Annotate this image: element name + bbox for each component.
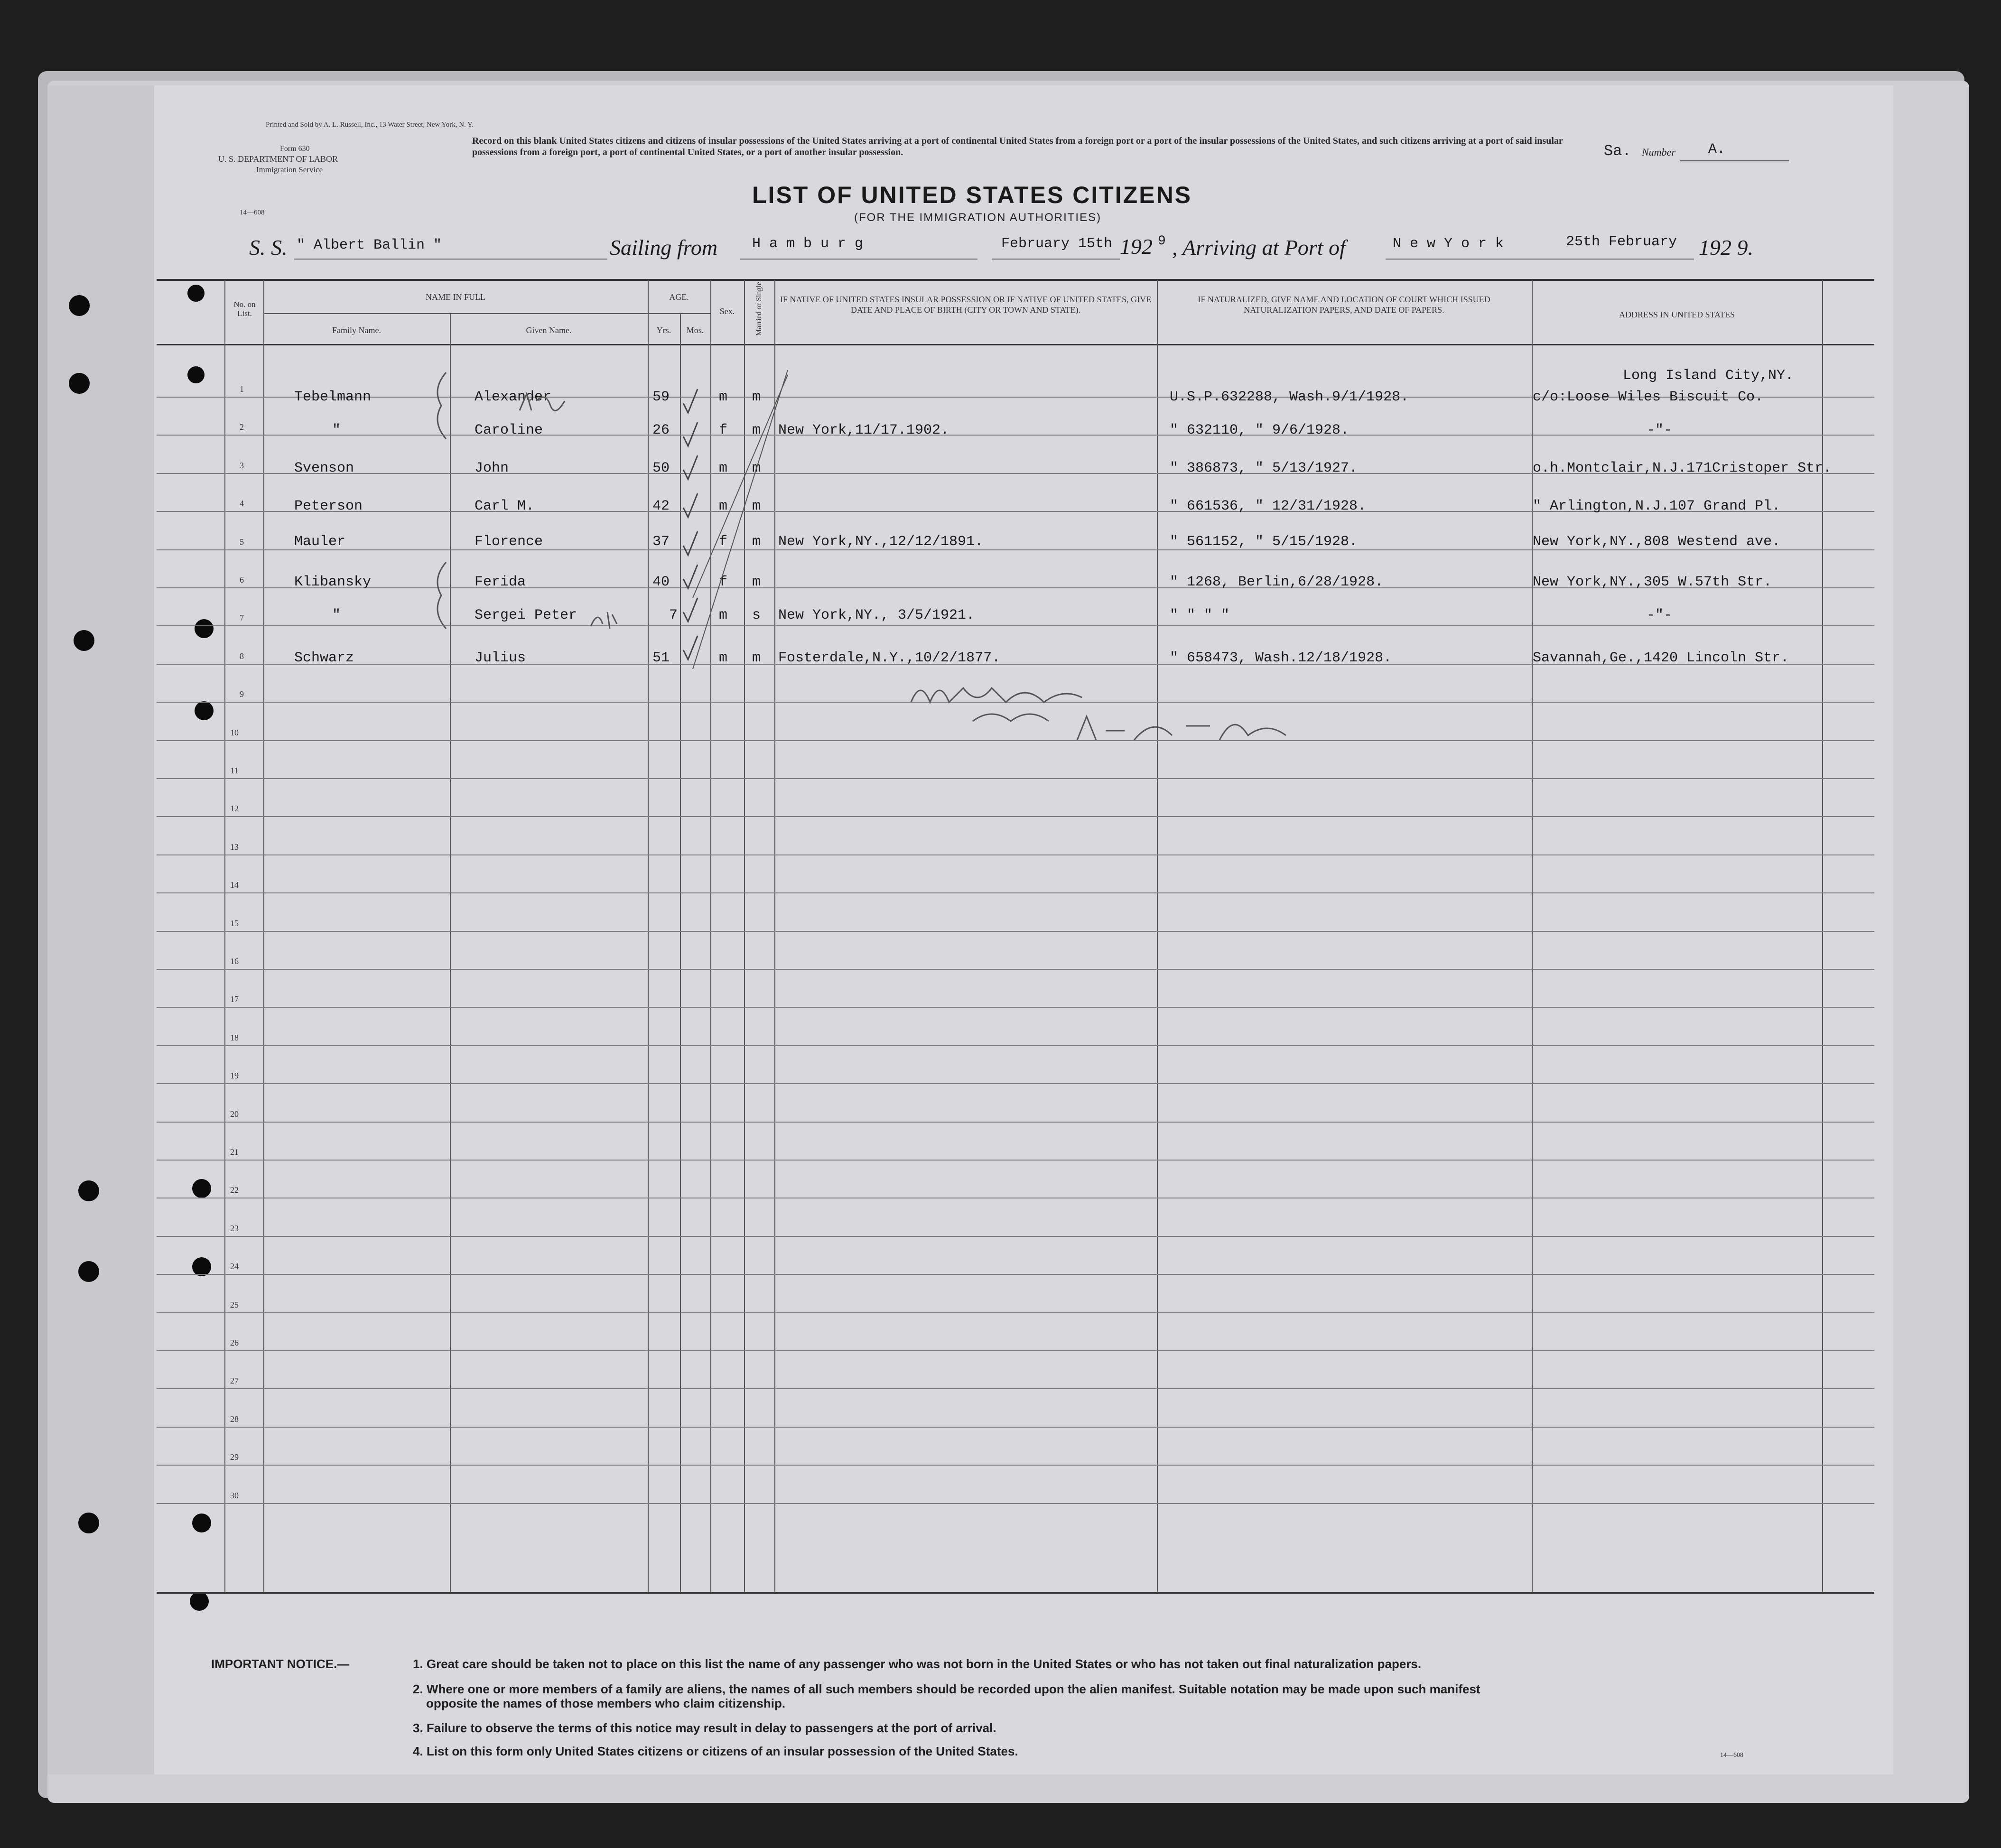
column-divider (450, 313, 451, 1592)
arriving-label: , Arriving at Port of (1172, 235, 1346, 260)
family-name-cell: Peterson (294, 498, 363, 514)
inspector-signature (906, 674, 1295, 754)
header-married-single: Married or Single. (755, 280, 763, 336)
marital-status-cell: m (752, 574, 761, 590)
header-birth: IF NATIVE OF UNITED STATES INSULAR POSSESSION OR IF NATIVE OF UNITED STATES, GIVE DATE AND PLACE OF BIRTH (CITY OR TOWN AND STATE). (780, 295, 1152, 315)
binding-hole (190, 1592, 209, 1611)
marital-status-cell: m (752, 650, 761, 666)
age-header-divider (648, 313, 710, 314)
age-years-cell: 40 (652, 574, 670, 590)
marital-status-cell: m (752, 498, 761, 514)
row-rule (157, 1274, 1874, 1275)
row-rule (157, 892, 1874, 893)
marital-status-cell: m (752, 389, 761, 405)
sex-cell: m (719, 650, 728, 666)
family-name-cell: Mauler (294, 534, 346, 550)
family-bracket-1 (427, 370, 456, 441)
footer-form-code: 14—608 (1720, 1752, 1743, 1759)
family-name-cell: Klibansky (294, 574, 372, 590)
ship-underline (294, 259, 607, 260)
age-years-cell: 26 (652, 422, 670, 438)
line-number: 29 (230, 1452, 239, 1462)
line-number: 24 (230, 1262, 239, 1271)
service-label: Immigration Service (256, 165, 323, 174)
form-code: 14—608 (240, 209, 265, 216)
line-number: 23 (230, 1224, 239, 1233)
sex-cell: f (719, 422, 728, 438)
binding-hole (69, 373, 90, 394)
row-rule (157, 1388, 1874, 1389)
binding-hole (187, 285, 205, 302)
line-number: 21 (230, 1147, 239, 1157)
birthplace-cell: New York,NY., 3/5/1921. (778, 607, 975, 623)
column-divider (1532, 280, 1533, 1592)
line-number: 1 (240, 384, 244, 394)
line-number: 16 (230, 957, 239, 966)
notice-item: 4. List on this form only United States citizens or citizens of an insular possession of the United States. (413, 1744, 1018, 1758)
header-address: ADDRESS IN UNITED STATES (1619, 310, 1735, 319)
line-number: 9 (240, 689, 244, 699)
check-marks (679, 370, 792, 674)
number-underline (1680, 160, 1789, 161)
arrival-date: 25th February (1566, 234, 1677, 250)
family-name-cell: Schwarz (294, 650, 354, 666)
age-years-cell: 42 (652, 498, 670, 514)
date-underline (992, 259, 1120, 260)
manifest-sheet (47, 85, 1893, 1774)
number-value: A. (1708, 141, 1726, 158)
naturalization-cell: " 561152, " 5/15/1928. (1170, 534, 1358, 550)
family-bracket-2 (427, 560, 456, 631)
row-rule (157, 931, 1874, 932)
line-number: 17 (230, 994, 239, 1004)
row-rule (157, 778, 1874, 779)
row-rule (157, 1045, 1874, 1046)
family-name-cell: Svenson (294, 460, 354, 476)
marital-status-cell: m (752, 422, 761, 438)
department-label: U. S. DEPARTMENT OF LABOR (218, 154, 338, 164)
notice-item: 1. Great care should be taken not to place on this list the name of any passenger who was not born in the United States or who has not taken out final naturalization papers. (413, 1657, 1422, 1671)
line-number: 26 (230, 1338, 239, 1347)
column-divider (648, 280, 649, 1592)
line-number: 25 (230, 1300, 239, 1309)
line-number: 20 (230, 1109, 239, 1119)
row-rule (157, 1083, 1874, 1084)
address-cell-line1: Long Island City,NY. (1623, 368, 1794, 384)
line-number: 7 (240, 613, 244, 622)
row-rule (157, 435, 1874, 436)
address-cell: New York,NY.,808 Westend ave. (1533, 534, 1781, 550)
page-title: LIST OF UNITED STATES CITIZENS (752, 182, 1192, 208)
arrival-year: 192 9. (1699, 235, 1753, 260)
header-mos: Mos. (686, 325, 704, 335)
ss-label: S. S. (249, 235, 288, 260)
sex-cell: m (719, 389, 728, 405)
departure-port: H a m b u r g (752, 236, 864, 252)
line-number: 13 (230, 842, 239, 852)
row-rule (157, 1350, 1874, 1351)
line-number: 3 (240, 461, 244, 470)
table-header-border (157, 344, 1874, 345)
binding-hole (195, 619, 214, 638)
line-number: 22 (230, 1185, 239, 1195)
given-name-cell: Ferida (475, 574, 526, 590)
row-rule (157, 1312, 1874, 1313)
row-rule (157, 1427, 1874, 1428)
binding-hole (74, 630, 94, 651)
address-cell: -"- (1647, 607, 1673, 623)
row-rule (157, 854, 1874, 855)
line-number: 12 (230, 804, 239, 813)
sex-cell: m (719, 498, 728, 514)
form-number: Form 630 (280, 145, 310, 153)
line-number: 10 (230, 728, 239, 737)
row-rule (157, 1007, 1874, 1008)
column-divider (224, 280, 225, 1592)
given-name-cell: Sergei Peter (475, 607, 577, 623)
sailing-date: February 15th (1001, 236, 1113, 252)
given-name-cell: Alexander (475, 389, 552, 405)
binding-hole (78, 1513, 99, 1533)
naturalization-cell: " 1268, Berlin,6/28/1928. (1170, 574, 1384, 590)
header-family-name: Family Name. (332, 325, 381, 335)
age-years-cell: 7 (669, 607, 678, 623)
line-number: 6 (240, 575, 244, 585)
line-number: 15 (230, 919, 239, 928)
address-cell: -"- (1647, 422, 1673, 438)
naturalization-cell: " " " " (1170, 607, 1230, 623)
ship-name: " Albert Ballin " (297, 237, 442, 253)
page-subtitle: (FOR THE IMMIGRATION AUTHORITIES) (854, 211, 1102, 224)
sailing-from-label: Sailing from (610, 235, 718, 260)
header-naturalized: IF NATURALIZED, GIVE NAME AND LOCATION OF COURT WHICH ISSUED NATURALIZATION PAPERS, AND DATE OF PAPERS. (1198, 295, 1490, 315)
family-name-cell: " (332, 607, 341, 623)
binding-hole (192, 1179, 211, 1198)
line-number: 2 (240, 422, 244, 432)
notice-item: opposite the names of those members who claim citizenship. (426, 1696, 786, 1710)
notice-item: 3. Failure to observe the terms of this notice may result in delay to passengers at the port of arrival. (413, 1721, 996, 1735)
line-number: 19 (230, 1071, 239, 1080)
birthplace-cell: New York,11/17.1902. (778, 422, 949, 438)
table-bottom-border (157, 1592, 1874, 1594)
given-name-cell: Carl M. (475, 498, 535, 514)
line-number: 11 (230, 766, 239, 775)
header-yrs: Yrs. (656, 325, 671, 335)
year-printed: 192 (1120, 234, 1153, 259)
column-divider (1157, 280, 1158, 1592)
given-name-cell: Caroline (475, 422, 543, 438)
binding-hole (78, 1261, 99, 1282)
birthplace-cell: New York,NY.,12/12/1891. (778, 534, 984, 550)
binding-strip (47, 85, 154, 1774)
row-rule (157, 1236, 1874, 1237)
row-rule (157, 1122, 1874, 1123)
row-rule (157, 1465, 1874, 1466)
marital-status-cell: s (752, 607, 761, 623)
binding-hole (187, 366, 205, 383)
port-underline (740, 259, 977, 260)
age-years-cell: 59 (652, 389, 670, 405)
line-number: 8 (240, 651, 244, 661)
column-divider (263, 280, 264, 1592)
binding-hole (195, 701, 214, 720)
row-rule (157, 969, 1874, 970)
age-years-cell: 51 (652, 650, 670, 666)
binding-hole (78, 1180, 99, 1201)
row-rule (157, 625, 1874, 626)
column-divider (1822, 280, 1823, 1592)
line-number: 27 (230, 1376, 239, 1385)
naturalization-cell: U.S.P.632288, Wash.9/1/1928. (1170, 389, 1409, 405)
naturalization-cell: " 661536, " 12/31/1928. (1170, 498, 1367, 514)
line-number: 14 (230, 880, 239, 890)
given-name-cell: Julius (475, 650, 526, 666)
handwritten-mark (588, 610, 622, 633)
handwritten-mark (517, 391, 569, 420)
address-cell: " Arlington,N.J.107 Grand Pl. (1533, 498, 1781, 514)
address-cell: New York,NY.,305 W.57th Str. (1533, 574, 1772, 590)
notice-item: 2. Where one or more members of a family are aliens, the names of all such members should be recorded upon the alien manifest. Suitable notation may be made upon such manifest (413, 1682, 1480, 1696)
header-no-on-list: No. on List. (233, 300, 256, 318)
address-cell: c/o:Loose Wiles Biscuit Co. (1533, 389, 1764, 405)
sex-cell: m (719, 460, 728, 476)
line-number: 5 (240, 537, 244, 547)
header-age: AGE. (669, 292, 689, 302)
printer-credit: Printed and Sold by A. L. Russell, Inc., 13 Water Street, New York, N. Y. (266, 121, 474, 129)
family-name-cell: Tebelmann (294, 389, 372, 405)
sheet-label: Sa. (1604, 142, 1631, 160)
line-number: 28 (230, 1414, 239, 1424)
table-top-border (157, 279, 1874, 281)
number-label: Number (1642, 146, 1675, 158)
marital-status-cell: m (752, 534, 761, 550)
family-name-cell: " (332, 422, 341, 438)
naturalization-cell: " 658473, Wash.12/18/1928. (1170, 650, 1392, 666)
line-number: 30 (230, 1491, 239, 1500)
naturalization-cell: " 386873, " 5/13/1927. (1170, 460, 1358, 476)
given-name-cell: John (475, 460, 509, 476)
row-rule (157, 1160, 1874, 1161)
header-sex: Sex. (719, 306, 735, 316)
binding-hole (192, 1514, 211, 1532)
birthplace-cell: Fosterdale,N.Y.,10/2/1877. (778, 650, 1001, 666)
naturalization-cell: " 632110, " 9/6/1928. (1170, 422, 1350, 438)
row-rule (157, 1503, 1874, 1504)
age-years-cell: 37 (652, 534, 670, 550)
arrival-underline (1386, 259, 1694, 260)
name-header-divider (263, 313, 648, 314)
row-rule (157, 816, 1874, 817)
notice-heading: IMPORTANT NOTICE.— (211, 1657, 350, 1671)
arrival-port: N e w Y o r k (1393, 236, 1504, 252)
binding-hole (69, 295, 90, 316)
address-cell: Savannah,Ge.,1420 Lincoln Str. (1533, 650, 1789, 666)
sex-cell: m (719, 607, 728, 623)
line-number: 4 (240, 499, 244, 508)
header-given-name: Given Name. (526, 325, 572, 335)
instructions-text: Record on this blank United States citizens and citizens of insular possessions of the United States arriving at a port of continental United States from a foreign port or a port of the insular possessions of the United States, and such citizens arriving at a port of said insular possessions from a foreign port, a port of continental United States, or a port of another insular possession. (472, 136, 1563, 158)
sex-cell: f (719, 574, 728, 590)
sex-cell: f (719, 534, 728, 550)
year-typed: 9 (1158, 234, 1166, 249)
age-years-cell: 50 (652, 460, 670, 476)
binding-hole (192, 1257, 211, 1276)
marital-status-cell: m (752, 460, 761, 476)
header-name-in-full: NAME IN FULL (426, 292, 485, 302)
given-name-cell: Florence (475, 534, 543, 550)
line-number: 18 (230, 1033, 239, 1042)
address-cell: o.h.Montclair,N.J.171Cristoper Str. (1533, 460, 1832, 476)
